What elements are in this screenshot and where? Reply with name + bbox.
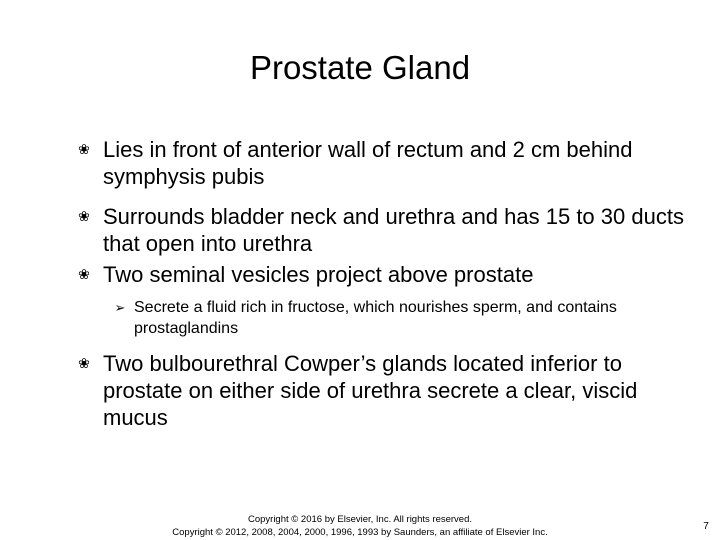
- bullet-text: Two seminal vesicles project above prostate: [103, 262, 534, 287]
- slide-title: Prostate Gland: [249, 49, 471, 86]
- flower-bullet-icon: ❀: [78, 266, 90, 282]
- copyright-line: Copyright © 2012, 2008, 2004, 2000, 1996, 1993 by Saunders, an affiliate of Elsevier Inc.: [172, 527, 548, 538]
- copyright-footer: [140, 513, 580, 539]
- copyright-line: Copyright © 2016 by Elsevier, Inc. All rights reserved.: [247, 514, 473, 525]
- bullet-item: [78, 136, 693, 190]
- bullet-text: Lies in front of anterior wall of rectum and 2 cm behind symphysis pubis: [103, 137, 633, 189]
- sub-bullet-text: Secrete a fluid rich in fructose, which nourishes sperm, and contains prostaglandins: [134, 299, 617, 337]
- flower-bullet-icon: ❀: [78, 141, 90, 157]
- sub-bullet-item: [114, 297, 694, 339]
- bullet-item: [78, 261, 693, 288]
- arrow-bullet-icon: ➢: [114, 300, 126, 315]
- bullet-text: Surrounds bladder neck and urethra and has 15 to 30 ducts that open into urethra: [103, 204, 684, 256]
- flower-bullet-icon: ❀: [78, 355, 90, 371]
- bullet-text: Two bulbourethral Cowper’s glands located inferior to prostate on either side of urethra secrete a clear, viscid mucus: [103, 351, 638, 430]
- flower-bullet-icon: ❀: [78, 208, 90, 224]
- bullet-item: [78, 350, 693, 431]
- page-number: 7: [703, 521, 709, 532]
- bullet-item: [78, 203, 693, 257]
